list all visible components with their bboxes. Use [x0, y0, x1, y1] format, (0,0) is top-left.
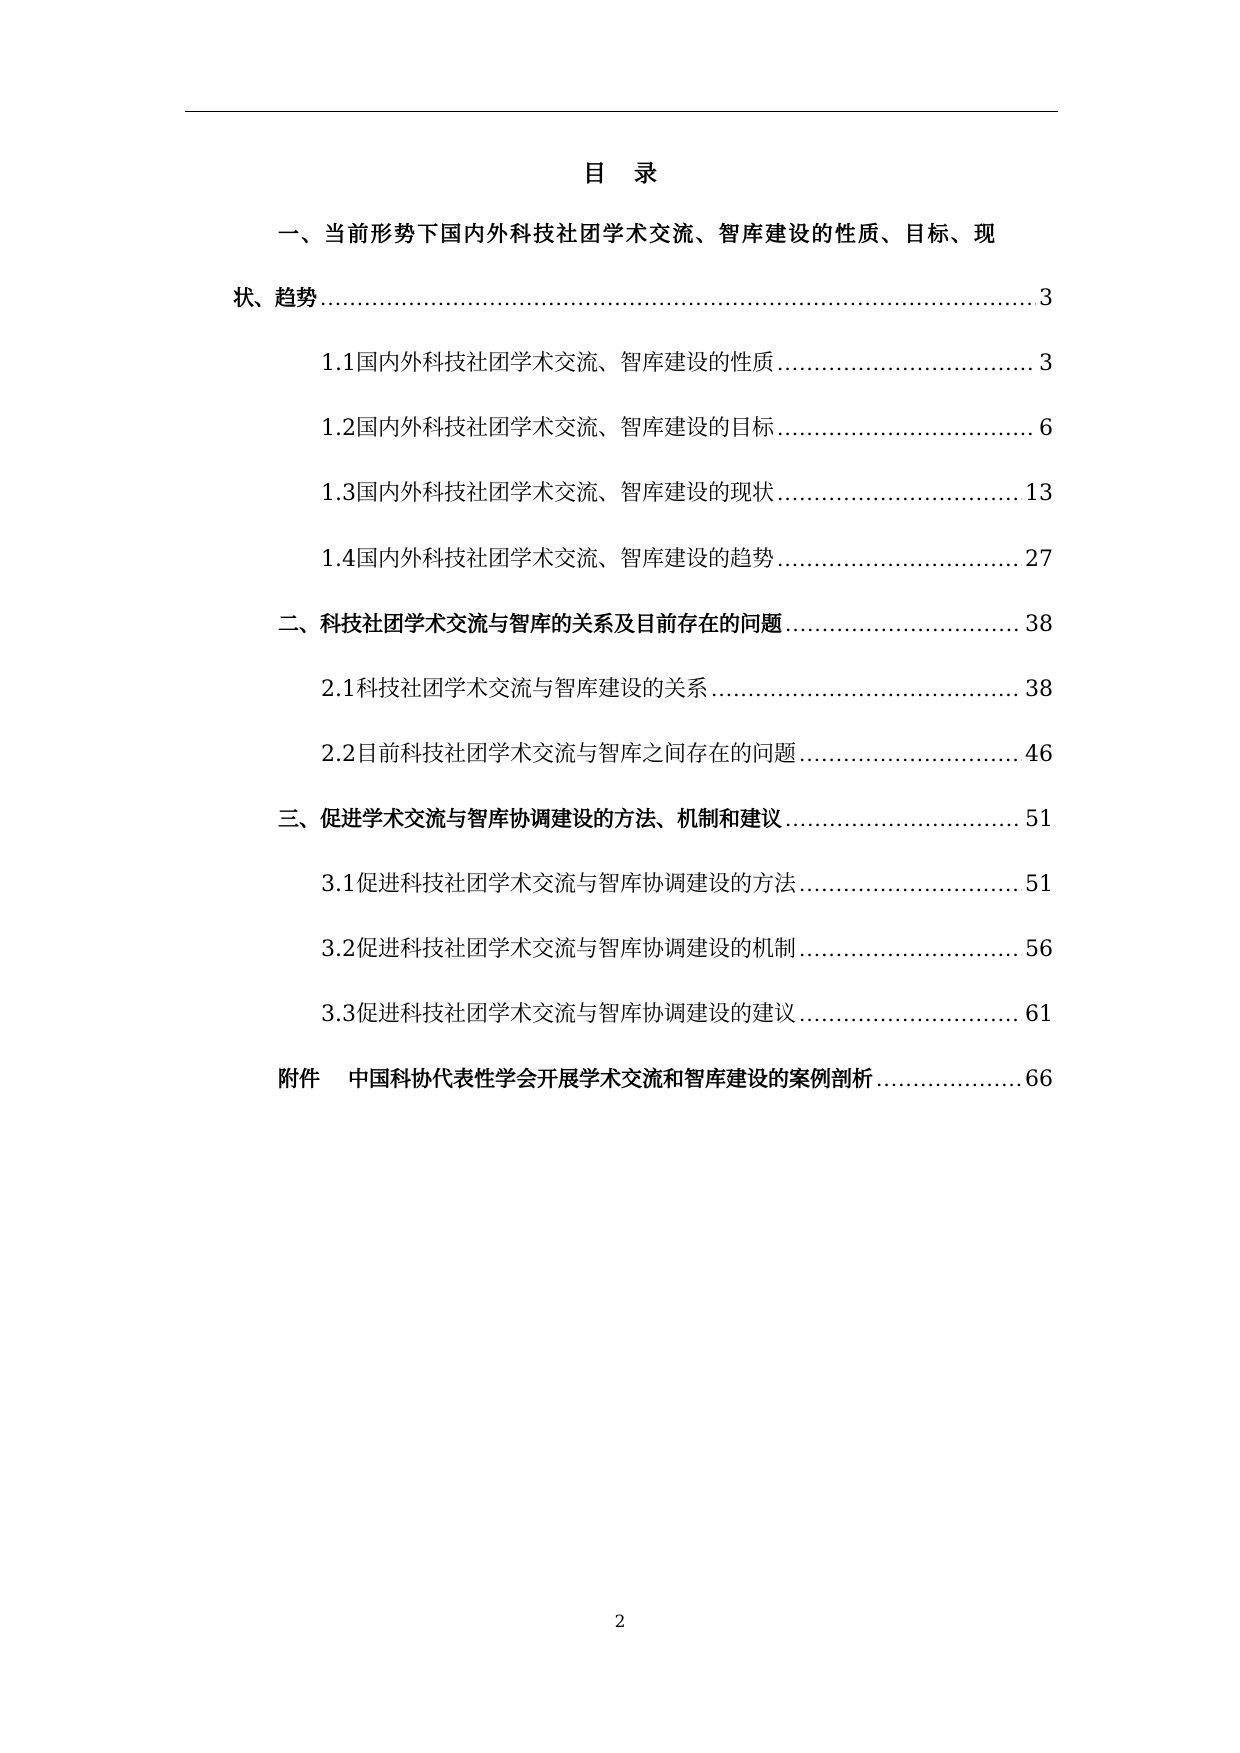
toc-entry-2-2[interactable]: [321, 738, 1053, 771]
dot-leader: [320, 282, 1036, 314]
appendix-title: 中国科协代表性学会开展学术交流和智库建设的案例剖析: [348, 1067, 873, 1091]
dot-leader: [777, 412, 1036, 444]
dot-leader: [799, 933, 1022, 965]
toc-page-number: 3: [1039, 286, 1053, 311]
dot-leader: [799, 998, 1022, 1030]
toc-page-number: 61: [1025, 1002, 1053, 1027]
toc-entry-label: [278, 1063, 873, 1095]
header-rule: [185, 111, 1058, 112]
dot-leader: [711, 673, 1022, 705]
toc-entry-label: 3.3促进科技社团学术交流与智库协调建设的建议: [321, 1002, 796, 1027]
dot-leader: [799, 738, 1022, 770]
toc-entry-1-3[interactable]: [321, 477, 1053, 510]
toc-entry-label: 二、科技社团学术交流与智库的关系及目前存在的问题: [278, 612, 782, 636]
dot-leader: [777, 347, 1036, 379]
toc-entry-2[interactable]: [278, 608, 1053, 641]
toc-entry-appendix[interactable]: [278, 1063, 1053, 1096]
toc-entry-label: 状、趋势: [233, 286, 317, 310]
toc-entry-label: 3.1促进科技社团学术交流与智库协调建设的方法: [321, 872, 796, 897]
dot-leader: [777, 477, 1022, 509]
toc-page-number: 27: [1025, 547, 1053, 572]
toc-entry-1-1[interactable]: [321, 347, 1053, 380]
toc-entry-label: 2.2目前科技社团学术交流与智库之间存在的问题: [321, 742, 796, 767]
toc-entry-2-1[interactable]: [321, 673, 1053, 706]
toc-page-number: 13: [1025, 481, 1053, 506]
dot-leader: [785, 803, 1022, 835]
toc-page-number: 51: [1025, 872, 1053, 897]
toc-entry-label: 3.2促进科技社团学术交流与智库协调建设的机制: [321, 937, 796, 962]
toc-entry-1[interactable]: [233, 282, 1053, 315]
toc-page-number: 38: [1025, 612, 1053, 637]
toc-entry-3[interactable]: [278, 803, 1053, 836]
toc-page-number: 46: [1025, 742, 1053, 767]
toc-entry-label: 1.3国内外科技社团学术交流、智库建设的现状: [321, 481, 774, 506]
toc-entry-1-4[interactable]: [321, 543, 1053, 576]
toc-entry-label: 1.4国内外科技社团学术交流、智库建设的趋势: [321, 547, 774, 572]
footer-page-number: 2: [614, 1612, 626, 1632]
toc-entry-3-1[interactable]: [321, 868, 1053, 901]
toc-page-number: 66: [1025, 1067, 1053, 1092]
appendix-prefix: 附件: [278, 1067, 320, 1091]
toc-entry-3-3[interactable]: [321, 998, 1053, 1031]
toc-page-number: 51: [1025, 807, 1053, 832]
toc-title-char-1: 目: [583, 161, 606, 187]
toc-entry-1-2[interactable]: [321, 412, 1053, 445]
toc-page-number: 3: [1039, 351, 1053, 376]
dot-leader: [799, 868, 1022, 900]
toc-title: [0, 158, 1240, 190]
dot-leader: [777, 543, 1022, 575]
toc-entry-3-2[interactable]: [321, 933, 1053, 966]
toc-page-number: 56: [1025, 937, 1053, 962]
toc-entry-1-line-1[interactable]: 一、当前形势下国内外科技社团学术交流、智库建设的性质、目标、现: [278, 222, 998, 246]
toc-page-number: 38: [1025, 677, 1053, 702]
toc-entry-label: 1.2国内外科技社团学术交流、智库建设的目标: [321, 416, 774, 441]
dot-leader: [876, 1063, 1022, 1095]
toc-entry-label: 三、促进学术交流与智库协调建设的方法、机制和建议: [278, 807, 782, 831]
toc-title-char-2: 录: [634, 161, 657, 187]
dot-leader: [785, 608, 1022, 640]
toc-page-number: 6: [1039, 416, 1053, 441]
toc-entry-label: 2.1科技社团学术交流与智库建设的关系: [321, 677, 708, 702]
toc-entry-label: 1.1国内外科技社团学术交流、智库建设的性质: [321, 351, 774, 376]
